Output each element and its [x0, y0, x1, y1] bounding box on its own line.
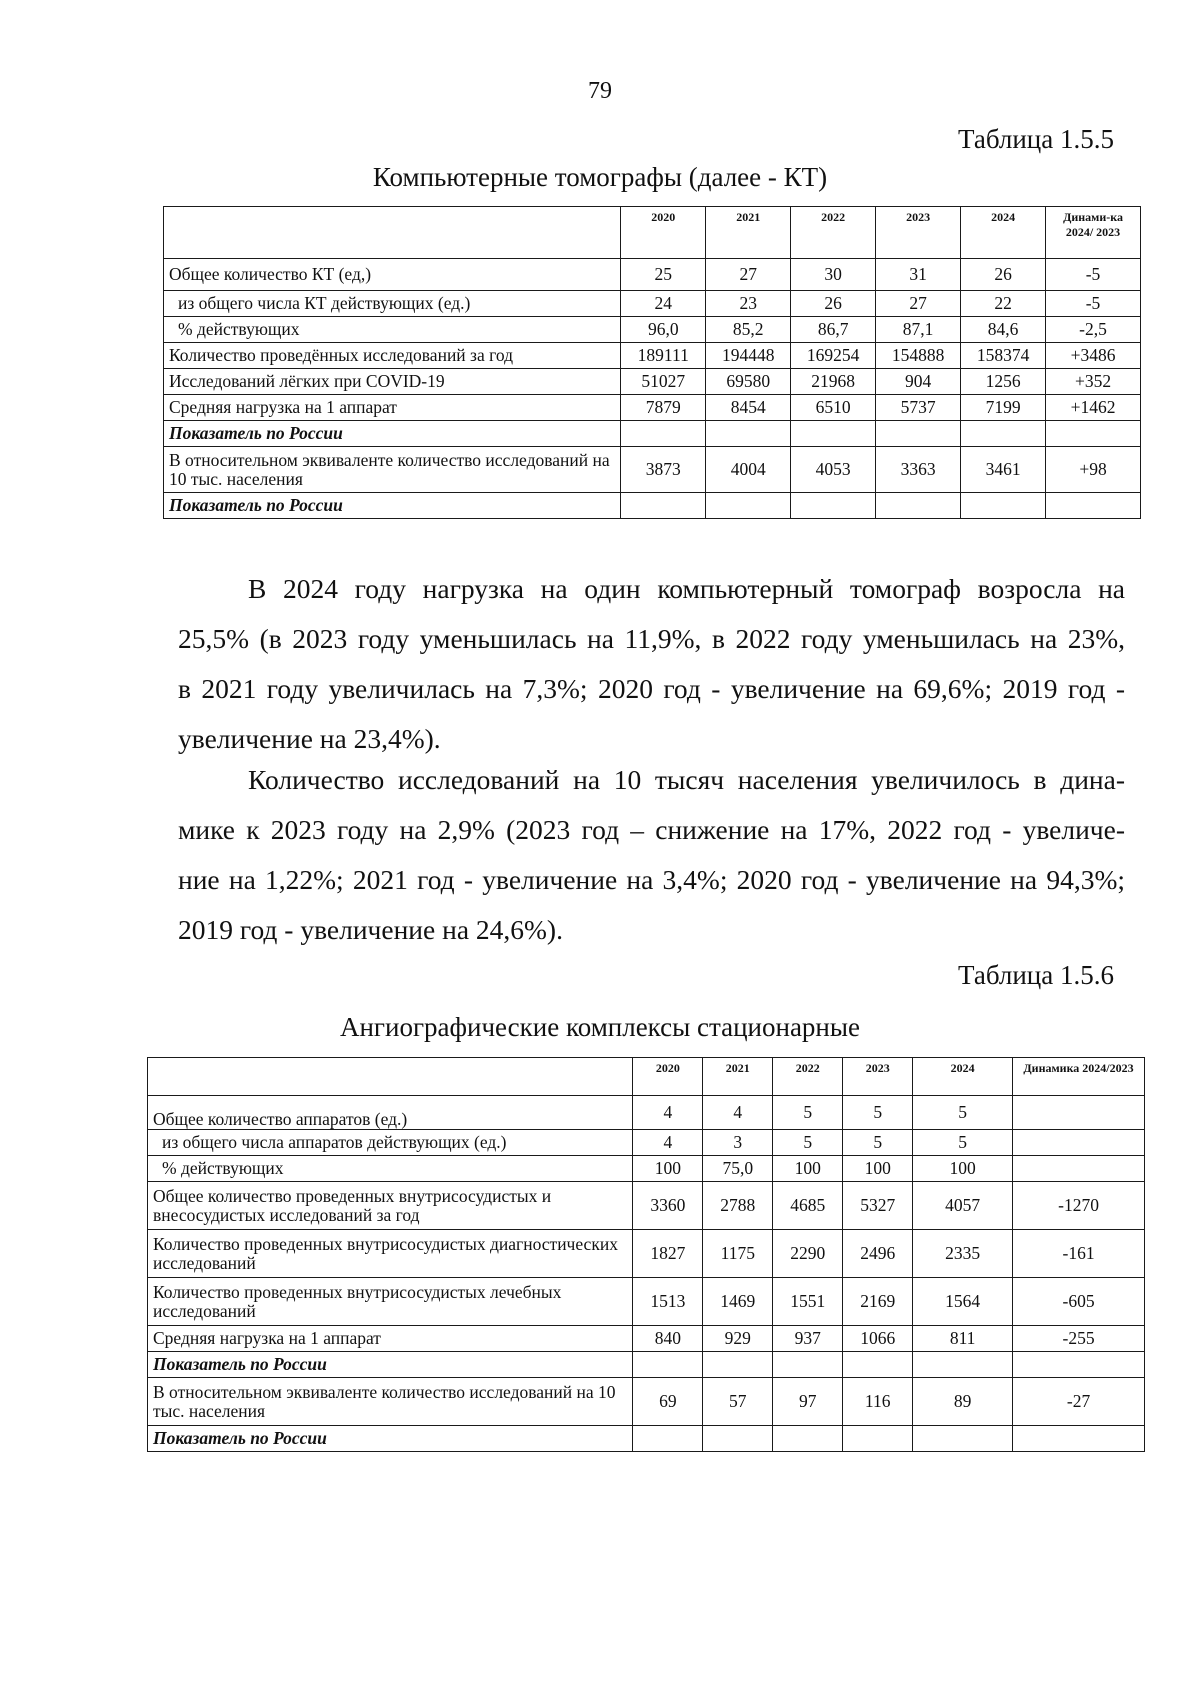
cell: 1066 — [843, 1326, 913, 1352]
header-cell: 2023 — [843, 1058, 913, 1096]
row-label: из общего числа КТ действующих (ед.) — [164, 291, 621, 317]
table-row — [164, 343, 1141, 369]
cell: 4 — [633, 1130, 703, 1156]
cell: 4004 — [706, 447, 791, 493]
cell: 27 — [706, 259, 791, 291]
cell: 6510 — [791, 395, 876, 421]
cell: 811 — [913, 1326, 1013, 1352]
header-cell — [148, 1058, 633, 1096]
cell — [1013, 1156, 1145, 1182]
row-label: Средняя нагрузка на 1 аппарат — [164, 395, 621, 421]
cell: +1462 — [1046, 395, 1141, 421]
cell — [843, 1426, 913, 1452]
cell — [1013, 1130, 1145, 1156]
cell: 100 — [633, 1156, 703, 1182]
cell: 57 — [703, 1378, 773, 1426]
cell: +3486 — [1046, 343, 1141, 369]
cell: 116 — [843, 1378, 913, 1426]
row-label: Количество проведенных внутрисосудистых диагностических исследований — [148, 1230, 633, 1278]
cell: 1827 — [633, 1230, 703, 1278]
row-label: Показатель по России — [164, 493, 621, 519]
cell: 75,0 — [703, 1156, 773, 1182]
header-cell: 2021 — [706, 207, 791, 259]
cell — [843, 1352, 913, 1378]
row-label: Количество проведенных внутрисосудистых лечебных исследований — [148, 1278, 633, 1326]
cell: 3873 — [621, 447, 706, 493]
cell: 21968 — [791, 369, 876, 395]
cell — [633, 1426, 703, 1452]
cell: 1551 — [773, 1278, 843, 1326]
header-cell: 2022 — [791, 207, 876, 259]
cell — [703, 1426, 773, 1452]
cell — [913, 1352, 1013, 1378]
cell: 8454 — [706, 395, 791, 421]
header-cell: 2020 — [621, 207, 706, 259]
row-label: Количество проведённых исследований за год — [164, 343, 621, 369]
cell — [1046, 421, 1141, 447]
page-number: 79 — [588, 78, 612, 104]
row-label: Общее количество аппаратов (ед.) — [148, 1096, 633, 1130]
cell — [791, 493, 876, 519]
cell: 2496 — [843, 1230, 913, 1278]
cell: 5 — [913, 1096, 1013, 1130]
cell — [961, 493, 1046, 519]
table-row — [148, 1326, 1145, 1352]
header-cell: 2023 — [876, 207, 961, 259]
cell: 100 — [913, 1156, 1013, 1182]
cell: -5 — [1046, 259, 1141, 291]
table-title-2: Ангиографические комплексы стационарные — [339, 1012, 861, 1042]
table-row — [148, 1426, 1145, 1452]
table-row — [148, 1156, 1145, 1182]
cell — [621, 421, 706, 447]
table-title-1: Компьютерные томографы (далее - КТ) — [372, 162, 828, 192]
row-label: Средняя нагрузка на 1 аппарат — [148, 1326, 633, 1352]
header-cell: 2022 — [773, 1058, 843, 1096]
table-row — [148, 1230, 1145, 1278]
cell — [1013, 1096, 1145, 1130]
ct-table — [163, 206, 1141, 519]
cell — [706, 493, 791, 519]
cell: 31 — [876, 259, 961, 291]
cell: 26 — [961, 259, 1046, 291]
table-row — [164, 395, 1141, 421]
cell: 840 — [633, 1326, 703, 1352]
cell: 96,0 — [621, 317, 706, 343]
cell — [876, 493, 961, 519]
row-label: Показатель по России — [164, 421, 621, 447]
row-label: Общее количество проведенных внутрисосудистых и внесосудистых исследований за год — [148, 1182, 633, 1230]
cell: +352 — [1046, 369, 1141, 395]
cell: -1270 — [1013, 1182, 1145, 1230]
table-header-row — [164, 207, 1141, 259]
table-label-1: Таблица 1.5.5 — [958, 124, 1114, 154]
table-row — [148, 1378, 1145, 1426]
cell: -5 — [1046, 291, 1141, 317]
cell: 100 — [843, 1156, 913, 1182]
cell: 4685 — [773, 1182, 843, 1230]
cell: 154888 — [876, 343, 961, 369]
cell: -2,5 — [1046, 317, 1141, 343]
cell: -27 — [1013, 1378, 1145, 1426]
row-label: Показатель по России — [148, 1426, 633, 1452]
cell: 5737 — [876, 395, 961, 421]
cell: 100 — [773, 1156, 843, 1182]
cell: 86,7 — [791, 317, 876, 343]
cell: 2788 — [703, 1182, 773, 1230]
cell: 1469 — [703, 1278, 773, 1326]
cell — [773, 1352, 843, 1378]
table-label-2: Таблица 1.5.6 — [958, 960, 1114, 990]
angiography-table — [147, 1057, 1145, 1452]
header-cell: 2024 — [913, 1058, 1013, 1096]
table-row — [164, 259, 1141, 291]
cell: 4 — [703, 1096, 773, 1130]
text-line: в 2021 году увеличилась на 7,3%; 2020 год - увеличение на 69,6%; 2019 год - — [178, 673, 1125, 704]
cell: -161 — [1013, 1230, 1145, 1278]
cell: 2290 — [773, 1230, 843, 1278]
cell: 5327 — [843, 1182, 913, 1230]
table-header-row — [148, 1058, 1145, 1096]
text-line: 2019 год - увеличение на 24,6%). — [178, 914, 563, 945]
text-line: В 2024 году нагрузка на один компьютерный томограф возросла на — [248, 573, 1125, 604]
header-cell: 2021 — [703, 1058, 773, 1096]
cell: 5 — [773, 1130, 843, 1156]
header-cell: Динамика 2024/2023 — [1013, 1058, 1145, 1096]
cell: 3360 — [633, 1182, 703, 1230]
cell: 51027 — [621, 369, 706, 395]
text-line: ние на 1,22%; 2021 год - увеличение на 3,4%; 2020 год - увеличение на 94,3%; — [178, 864, 1125, 895]
row-label: В относительном эквиваленте количество исследований на 10 тыс. населения — [148, 1378, 633, 1426]
cell: 23 — [706, 291, 791, 317]
cell: -255 — [1013, 1326, 1145, 1352]
row-label: В относительном эквиваленте количество исследований на 10 тыс. населения — [164, 447, 621, 493]
cell — [913, 1426, 1013, 1452]
cell: 30 — [791, 259, 876, 291]
cell: 937 — [773, 1326, 843, 1352]
table-row — [164, 369, 1141, 395]
paragraph-ct-load — [178, 564, 1125, 764]
cell: 7199 — [961, 395, 1046, 421]
table-row — [148, 1182, 1145, 1230]
cell: 904 — [876, 369, 961, 395]
cell: 25 — [621, 259, 706, 291]
cell: 3461 — [961, 447, 1046, 493]
cell — [706, 421, 791, 447]
table-row — [164, 493, 1141, 519]
table-row — [164, 447, 1141, 493]
cell — [1046, 493, 1141, 519]
cell: +98 — [1046, 447, 1141, 493]
table-row — [164, 421, 1141, 447]
text-line: увеличение на 23,4%). — [178, 723, 441, 754]
cell: 3 — [703, 1130, 773, 1156]
cell: 1513 — [633, 1278, 703, 1326]
cell: 5 — [843, 1096, 913, 1130]
header-cell: 2024 — [961, 207, 1046, 259]
cell: 5 — [913, 1130, 1013, 1156]
cell: 24 — [621, 291, 706, 317]
row-label: Исследований лёгких при COVID-19 — [164, 369, 621, 395]
cell: 3363 — [876, 447, 961, 493]
cell — [1013, 1352, 1145, 1378]
cell — [1013, 1426, 1145, 1452]
cell: 26 — [791, 291, 876, 317]
cell: 2335 — [913, 1230, 1013, 1278]
cell: 929 — [703, 1326, 773, 1352]
cell: 5 — [773, 1096, 843, 1130]
cell: 194448 — [706, 343, 791, 369]
cell: 89 — [913, 1378, 1013, 1426]
cell: 169254 — [791, 343, 876, 369]
header-cell: 2020 — [633, 1058, 703, 1096]
cell: 158374 — [961, 343, 1046, 369]
cell: 97 — [773, 1378, 843, 1426]
table-row — [164, 317, 1141, 343]
cell: 87,1 — [876, 317, 961, 343]
text-line: 25,5% (в 2023 году уменьшилась на 11,9%, в 2022 году уменьшилась на 23%, — [178, 623, 1125, 654]
cell: 4053 — [791, 447, 876, 493]
table-row — [148, 1352, 1145, 1378]
table-row — [164, 291, 1141, 317]
table-row — [148, 1278, 1145, 1326]
header-cell: Динами-ка 2024/ 2023 — [1046, 207, 1141, 259]
row-label: из общего числа аппаратов действующих (ед.) — [148, 1130, 633, 1156]
table-row — [148, 1096, 1145, 1130]
row-label: Общее количество КТ (ед,) — [164, 259, 621, 291]
cell — [876, 421, 961, 447]
cell — [703, 1352, 773, 1378]
cell: 5 — [843, 1130, 913, 1156]
cell — [633, 1352, 703, 1378]
cell: 85,2 — [706, 317, 791, 343]
cell: 4057 — [913, 1182, 1013, 1230]
text-line: мике к 2023 году на 2,9% (2023 год – снижение на 17%, 2022 год - увеличе- — [178, 814, 1125, 845]
cell: 2169 — [843, 1278, 913, 1326]
row-label: % действующих — [164, 317, 621, 343]
cell: 4 — [633, 1096, 703, 1130]
cell: 84,6 — [961, 317, 1046, 343]
cell — [791, 421, 876, 447]
text-line: Количество исследований на 10 тысяч населения увеличилось в дина- — [248, 764, 1125, 795]
paragraph-studies-per-10k — [178, 755, 1125, 955]
cell: 1256 — [961, 369, 1046, 395]
cell: 189111 — [621, 343, 706, 369]
cell — [621, 493, 706, 519]
cell: 7879 — [621, 395, 706, 421]
cell: -605 — [1013, 1278, 1145, 1326]
row-label: Показатель по России — [148, 1352, 633, 1378]
cell: 69 — [633, 1378, 703, 1426]
cell: 27 — [876, 291, 961, 317]
cell — [773, 1426, 843, 1452]
cell: 69580 — [706, 369, 791, 395]
cell — [961, 421, 1046, 447]
row-label: % действующих — [148, 1156, 633, 1182]
header-cell — [164, 207, 621, 259]
cell: 1175 — [703, 1230, 773, 1278]
cell: 22 — [961, 291, 1046, 317]
table-row — [148, 1130, 1145, 1156]
cell: 1564 — [913, 1278, 1013, 1326]
